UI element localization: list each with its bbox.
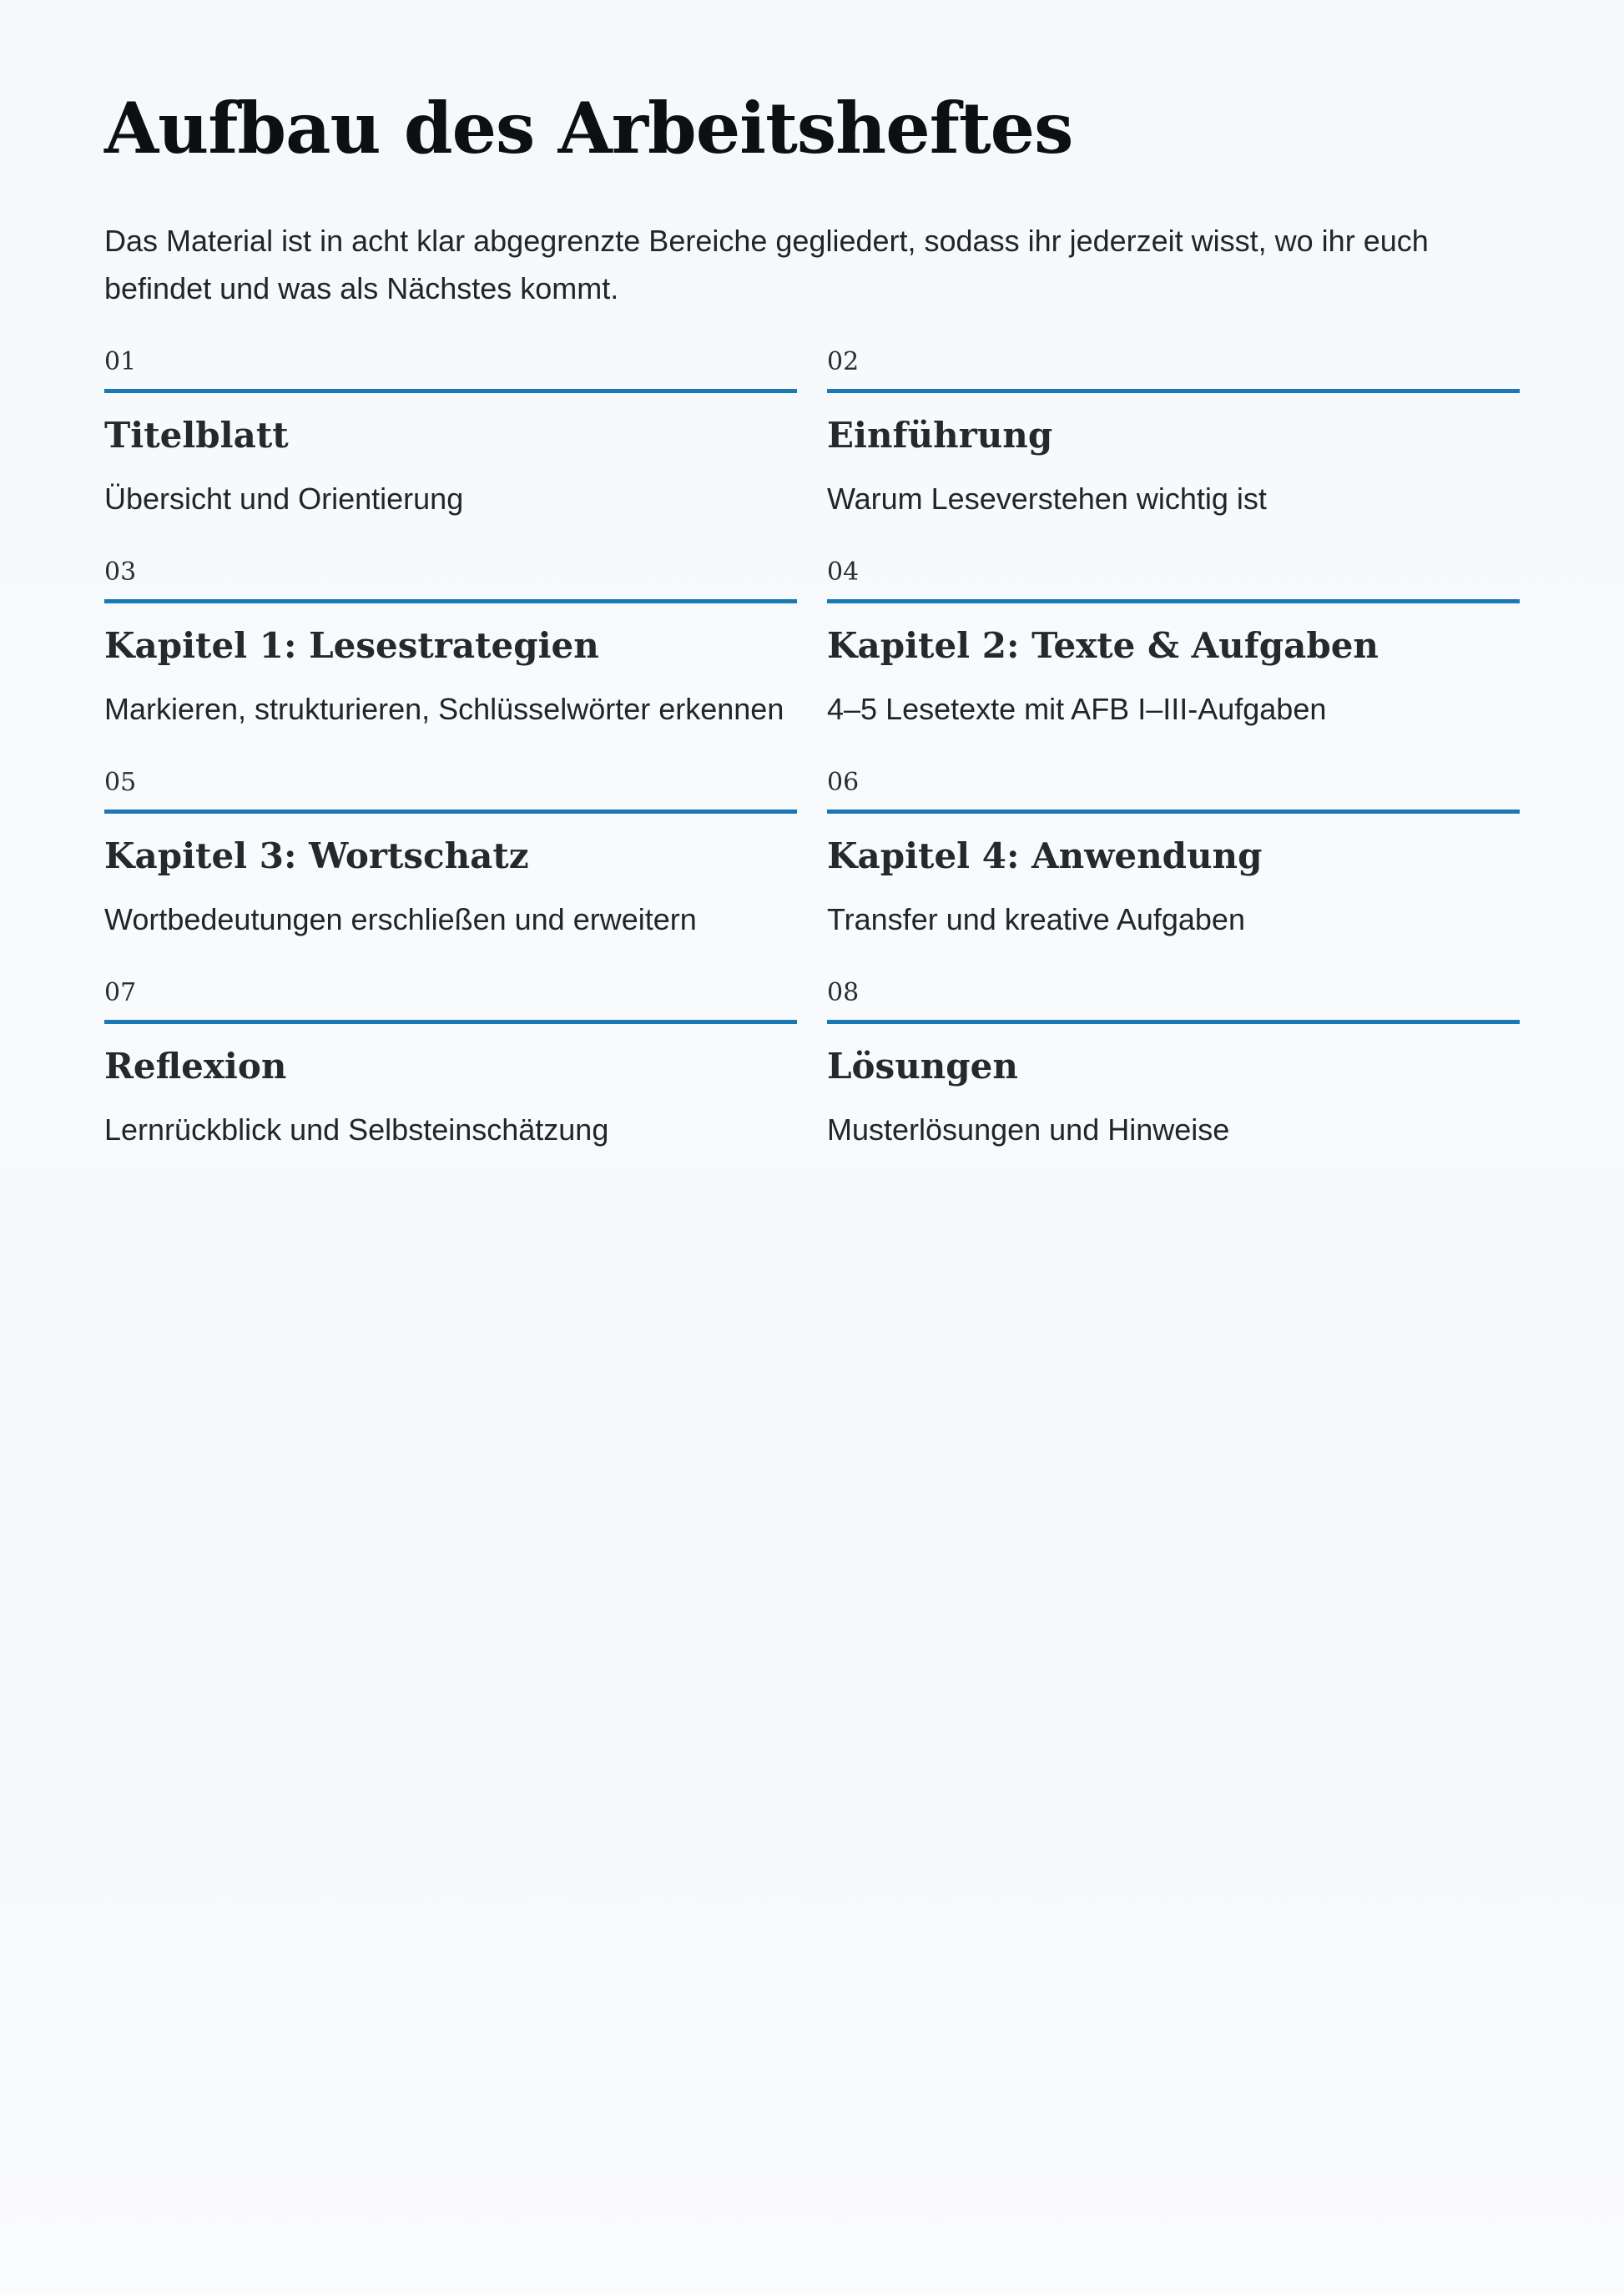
section-number: 02: [827, 346, 1520, 393]
section-kapitel-2: [827, 556, 1520, 766]
section-titelblatt: [104, 346, 797, 556]
section-number: 04: [827, 556, 1520, 603]
section-number: 07: [104, 976, 797, 1024]
section-title: Titelblatt: [104, 415, 289, 456]
section-number: 08: [827, 976, 1520, 1024]
section-title: Kapitel 4: Anwendung: [827, 835, 1263, 876]
intro-paragraph: Das Material ist in acht klar abgegrenzte Bereiche gegliedert, sodass ihr jederzeit wisst, wo ihr euch befindet und was als Nächstes kommt.: [104, 224, 1429, 305]
section-number: 03: [104, 556, 797, 603]
section-description: Musterlösungen und Hinweise: [827, 1112, 1230, 1147]
section-title: Kapitel 2: Texte & Aufgaben: [827, 625, 1379, 666]
section-einfuehrung: [827, 346, 1520, 556]
section-kapitel-4: [827, 766, 1520, 976]
section-title: Einführung: [827, 415, 1053, 456]
section-title: Reflexion: [104, 1046, 287, 1087]
section-description: Markieren, strukturieren, Schlüsselwörter erkennen: [104, 692, 784, 726]
section-description: Übersicht und Orientierung: [104, 482, 464, 516]
section-description: Transfer und kreative Aufgaben: [827, 902, 1245, 936]
page-title: Aufbau des Arbeitsheftes: [104, 87, 1073, 169]
section-title: Kapitel 1: Lesestrategien: [104, 625, 599, 666]
section-description: Warum Leseverstehen wichtig ist: [827, 482, 1267, 516]
section-title: Lösungen: [827, 1046, 1018, 1087]
sections-grid: [104, 346, 1520, 1187]
section-number: 01: [104, 346, 797, 393]
section-kapitel-3: [104, 766, 797, 976]
section-number: 06: [827, 766, 1520, 814]
section-number: 05: [104, 766, 797, 814]
section-title: Kapitel 3: Wortschatz: [104, 835, 529, 876]
section-description: 4–5 Lesetexte mit AFB I–III-Aufgaben: [827, 692, 1327, 726]
section-description: Wortbedeutungen erschließen und erweitern: [104, 902, 697, 936]
section-description: Lernrückblick und Selbsteinschätzung: [104, 1112, 609, 1147]
section-kapitel-1: [104, 556, 797, 766]
section-reflexion: [104, 976, 797, 1187]
section-loesungen: [827, 976, 1520, 1187]
